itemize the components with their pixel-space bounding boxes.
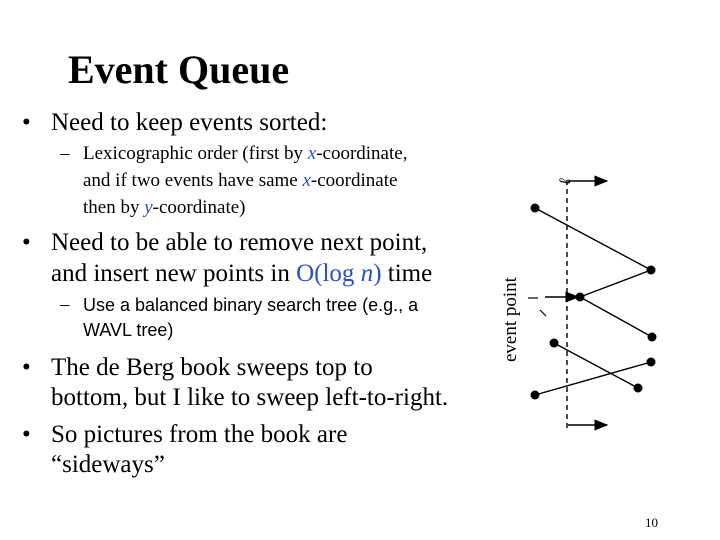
point	[550, 339, 559, 348]
bullet-marker: •	[22, 354, 31, 381]
segment-5	[535, 362, 651, 395]
bullet-marker: •	[22, 229, 31, 256]
subbullet-line-3: then by y-coordinate)	[83, 197, 246, 218]
event-tick	[540, 310, 546, 316]
bullet-line-2: and insert new points in O(log n) time	[51, 260, 433, 287]
bullet-marker: •	[22, 421, 31, 448]
subbullet-line-1: Lexicographic order (first by x-coordinate,	[83, 143, 408, 164]
slide-title: Event Queue	[68, 47, 290, 92]
point	[634, 384, 643, 393]
subbullet-line-1: Use a balanced binary search tree (e.g., a	[83, 295, 419, 315]
bullet-line-2: “sideways”	[51, 451, 165, 478]
bullet-marker: •	[22, 109, 31, 136]
segment-2	[580, 270, 651, 297]
subbullet-marker: –	[60, 143, 70, 164]
point	[647, 358, 656, 367]
bullet-line-1: The de Berg book sweeps top to	[51, 354, 373, 381]
subbullet-marker: –	[60, 294, 70, 315]
segment-3	[580, 297, 652, 337]
bullet-text: Need to keep events sorted:	[51, 109, 328, 136]
bullet-line-2: bottom, but I like to sweep left-to-right.	[51, 384, 449, 411]
sweep-line-label: ℓ	[557, 178, 574, 185]
segment-1	[535, 208, 651, 270]
subbullet-line-2: and if two events have same x-coordinate	[83, 170, 398, 191]
point	[647, 266, 656, 275]
subbullet-line-2: WAVL tree)	[83, 320, 174, 340]
page-number: 10	[645, 515, 658, 530]
bullet-line-1: Need to be able to remove next point,	[51, 229, 428, 256]
point	[648, 333, 657, 342]
bullet-line-1: So pictures from the book are	[51, 421, 348, 448]
point	[531, 391, 540, 400]
event-point	[576, 293, 585, 302]
point	[531, 204, 540, 213]
event-point-label: event point	[500, 277, 521, 362]
